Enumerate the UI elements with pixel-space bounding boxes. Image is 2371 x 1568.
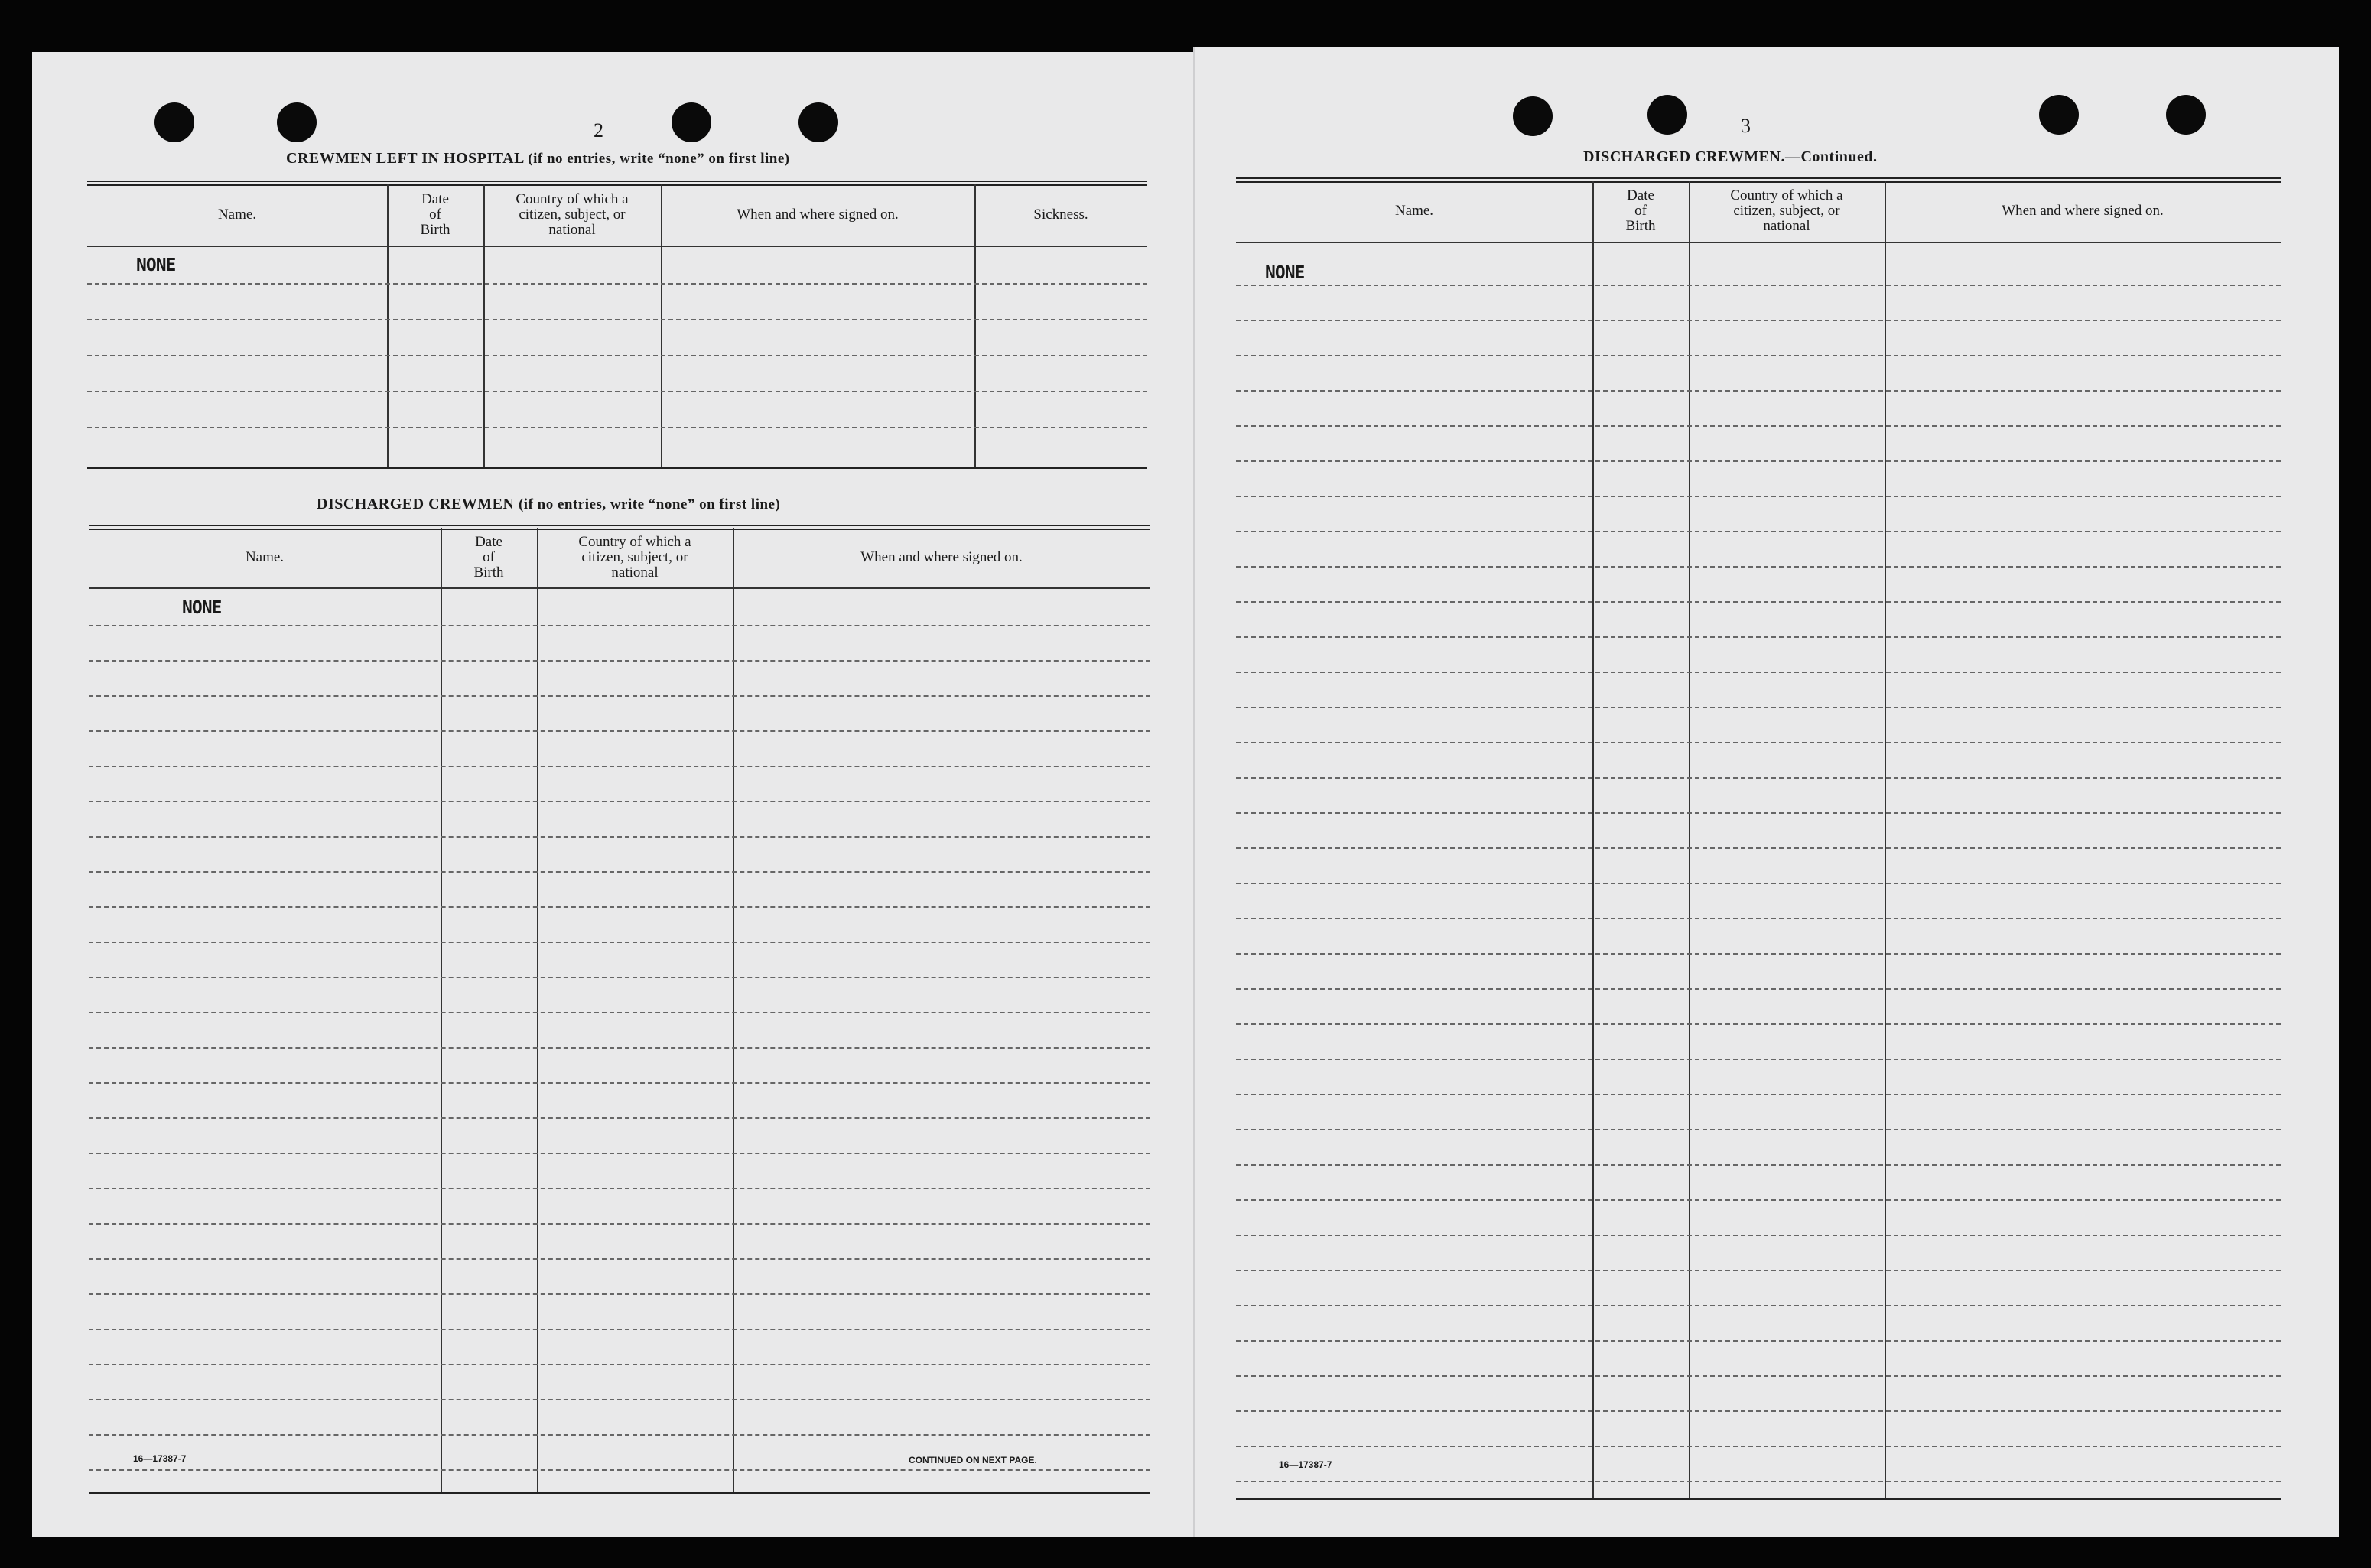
table-row — [89, 730, 1150, 732]
left-page — [32, 52, 1202, 1537]
column-header-name: Name. — [1394, 203, 1434, 219]
table-row — [89, 1223, 1150, 1225]
page-fold — [1193, 47, 1195, 1537]
table-row — [87, 427, 1147, 428]
punch-hole-icon — [798, 102, 838, 142]
table-row — [89, 625, 1150, 626]
form-number: 16—17387-7 — [1279, 1459, 1332, 1470]
column-header-signed-on: When and where signed on. — [2002, 203, 2164, 219]
punch-hole-icon — [1513, 96, 1553, 136]
column-header-date-of-birth: Date of Birth — [473, 534, 504, 581]
table-row — [1236, 601, 2281, 603]
table-row — [1236, 1235, 2281, 1236]
table-row — [89, 871, 1150, 873]
punch-hole-icon — [672, 102, 711, 142]
table-row — [89, 1258, 1150, 1260]
continued-note: CONTINUED ON NEXT PAGE. — [909, 1455, 1037, 1466]
table-row — [89, 695, 1150, 697]
hospital-entry-none: NONE — [136, 255, 176, 275]
table-row — [1236, 1270, 2281, 1271]
form-number: 16—17387-7 — [133, 1453, 187, 1464]
table-row — [1236, 1199, 2281, 1201]
discharged-continued-entry-none: NONE — [1265, 263, 1305, 283]
punch-hole-icon — [1647, 95, 1687, 135]
column-header-country: Country of which a citizen, subject, or national — [578, 534, 691, 581]
table-row — [1236, 707, 2281, 708]
table-row — [1236, 672, 2281, 673]
table-row — [1236, 1164, 2281, 1166]
discharged-section-title: DISCHARGED CREWMEN (if no entries, write “none” on first line) — [317, 496, 781, 512]
table-row — [1236, 1481, 2281, 1482]
column-divider — [1592, 181, 1594, 1498]
table-row — [89, 1082, 1150, 1084]
table-row — [89, 1188, 1150, 1189]
table-row — [87, 319, 1147, 320]
table-row — [89, 1117, 1150, 1119]
table-row — [87, 355, 1147, 356]
table-row — [89, 1364, 1150, 1365]
table-row — [1236, 320, 2281, 321]
table-row — [1236, 1340, 2281, 1342]
page-number: 3 — [1741, 115, 1751, 137]
hospital-section-title: CREWMEN LEFT IN HOSPITAL (if no entries, write “none” on first line) — [286, 150, 790, 167]
table-row — [89, 1012, 1150, 1013]
right-page — [1193, 47, 2339, 1537]
column-divider — [441, 528, 442, 1492]
table-row — [1236, 1305, 2281, 1306]
table-row — [1236, 1129, 2281, 1130]
table-row — [1236, 1023, 2281, 1025]
table-bottom-rule — [87, 467, 1147, 469]
column-header-signed-on: When and where signed on. — [737, 207, 899, 223]
table-row — [1236, 460, 2281, 462]
table-row — [89, 1293, 1150, 1295]
table-bottom-rule — [1236, 1498, 2281, 1500]
table-row — [89, 942, 1150, 943]
table-row — [1236, 636, 2281, 638]
table-row — [1236, 742, 2281, 743]
page-number: 2 — [594, 119, 603, 142]
column-header-date-of-birth: Date of Birth — [420, 191, 450, 238]
table-row — [87, 391, 1147, 392]
table-row — [1236, 390, 2281, 392]
table-row — [89, 1153, 1150, 1154]
discharged-entry-none: NONE — [182, 598, 222, 618]
header-bottom-rule — [87, 246, 1147, 247]
table-row — [87, 283, 1147, 285]
table-row — [89, 801, 1150, 802]
table-row — [1236, 285, 2281, 286]
punch-hole-icon — [277, 102, 317, 142]
table-row — [1236, 496, 2281, 497]
hospital-table — [87, 181, 1147, 471]
discharged-continued-table — [1236, 177, 2281, 1502]
table-row — [1236, 425, 2281, 427]
table-row — [89, 906, 1150, 908]
table-row — [89, 1434, 1150, 1436]
header-bottom-rule — [89, 587, 1150, 589]
column-divider — [1689, 181, 1690, 1498]
table-row — [89, 836, 1150, 838]
table-row — [1236, 988, 2281, 990]
table-row — [89, 660, 1150, 662]
table-row — [89, 1047, 1150, 1049]
column-header-signed-on: When and where signed on. — [860, 549, 1023, 565]
column-header-name: Name. — [245, 549, 285, 565]
column-header-country: Country of which a citizen, subject, or national — [516, 191, 629, 238]
column-divider — [537, 528, 538, 1492]
table-row — [1236, 1059, 2281, 1060]
table-row — [1236, 355, 2281, 356]
table-bottom-rule — [89, 1492, 1150, 1494]
table-row — [1236, 953, 2281, 955]
table-row — [1236, 883, 2281, 884]
table-row — [89, 1329, 1150, 1330]
table-row — [1236, 812, 2281, 814]
header-bottom-rule — [1236, 242, 2281, 243]
column-header-country: Country of which a citizen, subject, or national — [1730, 187, 1843, 234]
table-row — [89, 1399, 1150, 1400]
table-row — [89, 977, 1150, 978]
punch-hole-icon — [154, 102, 194, 142]
punch-hole-icon — [2039, 95, 2079, 135]
column-divider — [1885, 181, 1886, 1498]
table-row — [1236, 1375, 2281, 1377]
table-row — [1236, 531, 2281, 532]
discharged-table — [89, 525, 1150, 1496]
column-header-date-of-birth: Date of Birth — [1625, 187, 1656, 234]
table-row — [1236, 566, 2281, 568]
column-header-sickness: Sickness. — [1033, 207, 1088, 223]
discharged-continued-title: DISCHARGED CREWMEN.—Continued. — [1583, 148, 1878, 165]
table-row — [1236, 777, 2281, 779]
punch-hole-icon — [2166, 95, 2206, 135]
column-header-name: Name. — [217, 207, 257, 223]
column-divider — [733, 528, 734, 1492]
table-row — [89, 1469, 1150, 1471]
table-row — [89, 766, 1150, 767]
table-row — [1236, 1446, 2281, 1447]
table-row — [1236, 1410, 2281, 1412]
table-row — [1236, 847, 2281, 849]
table-row — [1236, 1094, 2281, 1095]
table-row — [1236, 918, 2281, 919]
